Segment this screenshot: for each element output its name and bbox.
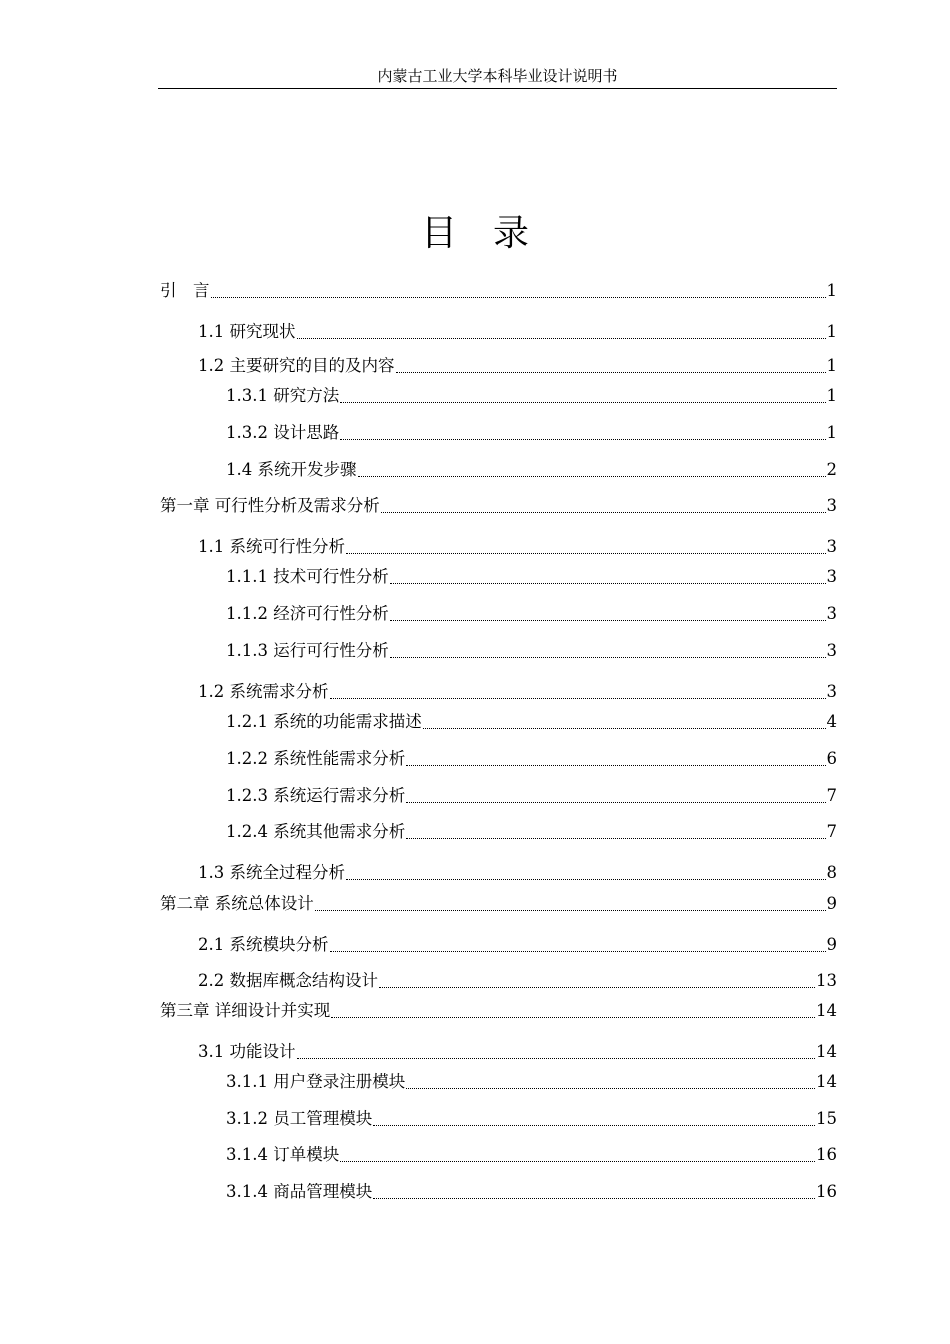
toc-page-number: 15 (816, 1109, 837, 1128)
toc-entry-label: 1.3.1 研究方法 (226, 386, 340, 405)
toc-dot-leader (373, 1198, 815, 1199)
toc-entry[interactable] (226, 566, 837, 588)
toc-dot-leader (330, 698, 826, 699)
toc-page-number: 13 (816, 971, 837, 990)
toc-dot-leader (406, 802, 825, 803)
toc-entry-label: 1.2.1 系统的功能需求描述 (226, 712, 422, 731)
toc-entry[interactable] (160, 280, 837, 302)
toc-entry[interactable] (226, 748, 837, 770)
toc-dot-leader (381, 512, 826, 513)
toc-page-number: 3 (826, 641, 837, 660)
toc-entry-label: 3.1.4 商品管理模块 (226, 1182, 373, 1201)
toc-dot-leader (340, 1161, 815, 1162)
toc-entry[interactable] (226, 1071, 837, 1093)
toc-entry-label: 1.1.1 技术可行性分析 (226, 567, 389, 586)
toc-page-number: 4 (826, 712, 837, 731)
toc-entry[interactable] (226, 1144, 837, 1166)
toc-dot-leader (315, 910, 826, 911)
page-header: 内蒙古工业大学本科毕业设计说明书 (158, 66, 837, 89)
toc-dot-leader (373, 1125, 815, 1126)
toc-entry[interactable] (198, 1041, 837, 1063)
toc-dot-leader (211, 297, 826, 298)
toc-entry-label: 1.3 系统全过程分析 (198, 863, 345, 882)
toc-dot-leader (406, 838, 825, 839)
toc-entry-label: 第三章 详细设计并实现 (160, 1001, 331, 1020)
toc-entry-label: 1.2 主要研究的目的及内容 (198, 356, 395, 375)
toc-entry-label: 2.1 系统模块分析 (198, 935, 329, 954)
toc-entry[interactable] (226, 385, 837, 407)
toc-entry[interactable] (198, 970, 837, 992)
toc-page-number: 16 (816, 1145, 837, 1164)
toc-entry-label: 3.1.2 员工管理模块 (226, 1109, 373, 1128)
toc-entry-label: 3.1 功能设计 (198, 1042, 296, 1061)
toc-entry[interactable] (226, 785, 837, 807)
toc-entry[interactable] (226, 1108, 837, 1130)
toc-entry-label: 引 言 (160, 281, 210, 300)
toc-entry-label: 1.4 系统开发步骤 (226, 460, 357, 479)
toc-dot-leader (340, 402, 825, 403)
toc-dot-leader (390, 583, 826, 584)
toc-entry[interactable] (226, 711, 837, 733)
toc-page-number: 3 (826, 567, 837, 586)
toc-entry-label: 3.1.1 用户登录注册模块 (226, 1072, 406, 1091)
toc-entry-label: 1.2.3 系统运行需求分析 (226, 786, 406, 805)
toc-entry-label: 3.1.4 订单模块 (226, 1145, 340, 1164)
toc-page-number: 3 (826, 537, 837, 556)
toc-page-number: 1 (826, 423, 837, 442)
toc-entry[interactable] (226, 821, 837, 843)
toc-page-number: 1 (826, 386, 837, 405)
toc-page-number: 14 (816, 1042, 837, 1061)
toc-entry[interactable] (226, 640, 837, 662)
toc-page-number: 2 (826, 460, 837, 479)
toc-entry-label: 1.2 系统需求分析 (198, 682, 329, 701)
toc-dot-leader (358, 476, 826, 477)
toc-page-number: 14 (816, 1072, 837, 1091)
toc-page-number: 9 (826, 894, 837, 913)
toc-page-number: 3 (826, 604, 837, 623)
toc-entry[interactable] (198, 321, 837, 343)
toc-entry-label: 1.2.4 系统其他需求分析 (226, 822, 406, 841)
toc-dot-leader (406, 765, 825, 766)
toc-entry[interactable] (160, 893, 837, 915)
toc-page-number: 16 (816, 1182, 837, 1201)
toc-title (0, 210, 950, 258)
toc-entry-label: 1.1 研究现状 (198, 322, 296, 341)
toc-page-number: 7 (826, 786, 837, 805)
toc-entry[interactable] (160, 495, 837, 517)
toc-entry-label: 1.3.2 设计思路 (226, 423, 340, 442)
toc-dot-leader (297, 338, 826, 339)
toc-dot-leader (330, 951, 826, 952)
toc-dot-leader (340, 439, 825, 440)
toc-entry-label: 1.2.2 系统性能需求分析 (226, 749, 406, 768)
toc-entry-label: 第一章 可行性分析及需求分析 (160, 496, 380, 515)
toc-dot-leader (406, 1088, 815, 1089)
toc-page-number: 7 (826, 822, 837, 841)
toc-page-number: 6 (826, 749, 837, 768)
toc-entry[interactable] (160, 1000, 837, 1022)
toc-entry-label: 2.2 数据库概念结构设计 (198, 971, 378, 990)
toc-dot-leader (390, 657, 826, 658)
toc-page-number: 8 (826, 863, 837, 882)
toc-entry-label: 1.1.3 运行可行性分析 (226, 641, 389, 660)
toc-dot-leader (379, 987, 815, 988)
toc-entry-label: 1.1 系统可行性分析 (198, 537, 345, 556)
toc-page-number: 3 (826, 682, 837, 701)
toc-entry[interactable] (226, 459, 837, 481)
toc-entry[interactable] (226, 603, 837, 625)
toc-entry[interactable] (198, 934, 837, 956)
toc-entry[interactable] (198, 355, 837, 377)
toc-entry[interactable] (226, 422, 837, 444)
toc-dot-leader (331, 1017, 815, 1018)
toc-entry[interactable] (198, 681, 837, 703)
toc-entry[interactable] (198, 862, 837, 884)
toc-entry[interactable] (226, 1181, 837, 1203)
toc-page-number: 9 (826, 935, 837, 954)
toc-page-number: 1 (826, 322, 837, 341)
toc-dot-leader (396, 372, 826, 373)
toc-entry[interactable] (198, 536, 837, 558)
toc-page-number: 1 (826, 281, 837, 300)
toc-title-char-2: 录 (493, 213, 530, 254)
toc-dot-leader (390, 620, 826, 621)
toc-title-char-1: 目 (420, 213, 457, 254)
toc-page-number: 1 (826, 356, 837, 375)
toc-dot-leader (423, 728, 826, 729)
toc-entry-label: 第二章 系统总体设计 (160, 894, 314, 913)
toc-dot-leader (346, 879, 826, 880)
toc-page-number: 14 (816, 1001, 837, 1020)
toc-dot-leader (346, 553, 826, 554)
toc-page-number: 3 (826, 496, 837, 515)
toc-dot-leader (297, 1058, 816, 1059)
toc-entry-label: 1.1.2 经济可行性分析 (226, 604, 389, 623)
